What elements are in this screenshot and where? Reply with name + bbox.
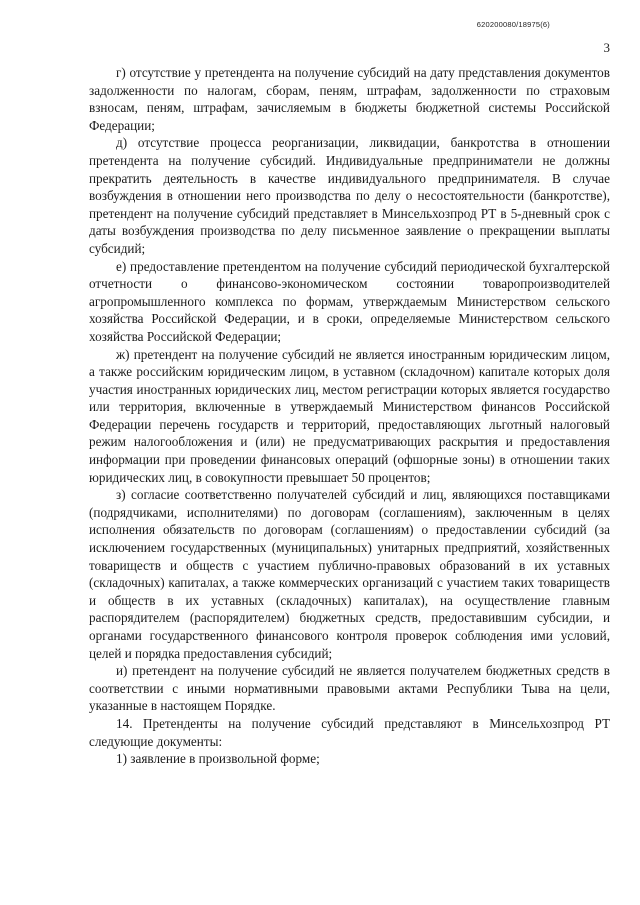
- document-body: [89, 64, 610, 768]
- document-code: 620200080/18975(6): [476, 20, 550, 29]
- paragraph-i: и) претендент на получение субсидий не является получателем бюджетных средств в соответствии с иными нормативными правовыми актами Республики Тыва на цели, указанные в настоящем Порядке.: [89, 663, 610, 714]
- paragraph-d: д) отсутствие процесса реорганизации, ликвидации, банкротства в отношении претендента на получение субсидий. Индивидуальные предприниматели не должны прекратить деятельность в качестве индивидуального предпринимателя. В случае возбуждения в отношении него производства по делу о несостоятельности (банкротстве), претендент на получение субсидий представляет в Минсельхозпрод РТ в 5-дневный срок с даты возбуждения производства по делу письменное заявление о прекращении выплаты субсидий;: [89, 135, 610, 256]
- paragraph-14-1: 1) заявление в произвольной форме;: [116, 751, 320, 767]
- paragraph-14: 14. Претенденты на получение субсидий представляют в Минсельхозпрод РТ следующие документы:: [89, 715, 610, 749]
- page-number: 3: [603, 40, 610, 55]
- paragraph-g: г) отсутствие у претендента на получение субсидий на дату представления документов задолженности по налогам, сборам, пеням, штрафам, задолженности по страховым взносам, пеням, штрафам, зачисляемым в бюджеты бюджетной системы Российской Федерации;: [89, 65, 610, 133]
- paragraph-zh: ж) претендент на получение субсидий не является иностранным юридическим лицом, а также российским юридическим лицом, в уставном (складочном) капитале которых доля участия иностранных юридических лиц, местом регистрации которых является государство или территория, включенные в утверждаемый Министерством финансов Российской Федерации перечень государств и территорий, предоставляющих льготный налоговый режим налогообложения и (или) не предусматривающих раскрытия и предоставления информации при проведении финансовых операций (офшорные зоны) в отношении таких юридических лиц, в совокупности превышает 50 процентов;: [89, 346, 610, 485]
- paragraph-z: з) согласие соответственно получателей субсидий и лиц, являющихся поставщиками (подрядчиками, исполнителями) по договорам (соглашениям), заключенным в целях исполнения обязательств по договорам (соглашениям) о предоставлении субсидий (за исключением государственных (муниципальных) унитарных предприятий, хозяйственных товариществ и обществ с участием публично-правовых образований в их уставных (складочных) капиталах, а также коммерческих организаций с участием таких товариществ и обществ в их уставных (складочных) капиталах), на осуществление главным распорядителем (распорядителем) бюджетных средств, предоставившим субсидии, и органами государственного финансового контроля проверок соблюдения ими условий, целей и порядка предоставления субсидий;: [89, 487, 610, 661]
- paragraph-e: е) предоставление претендентом на получение субсидий периодической бухгалтерской отчетности о финансово-экономическом состоянии товаропроизводителей агропромышленного комплекса по формам, утверждаемым Министерством сельского хозяйства Российской Федерации, и в сроки, определяемые Министерством сельского хозяйства Российской Федерации;: [89, 258, 610, 344]
